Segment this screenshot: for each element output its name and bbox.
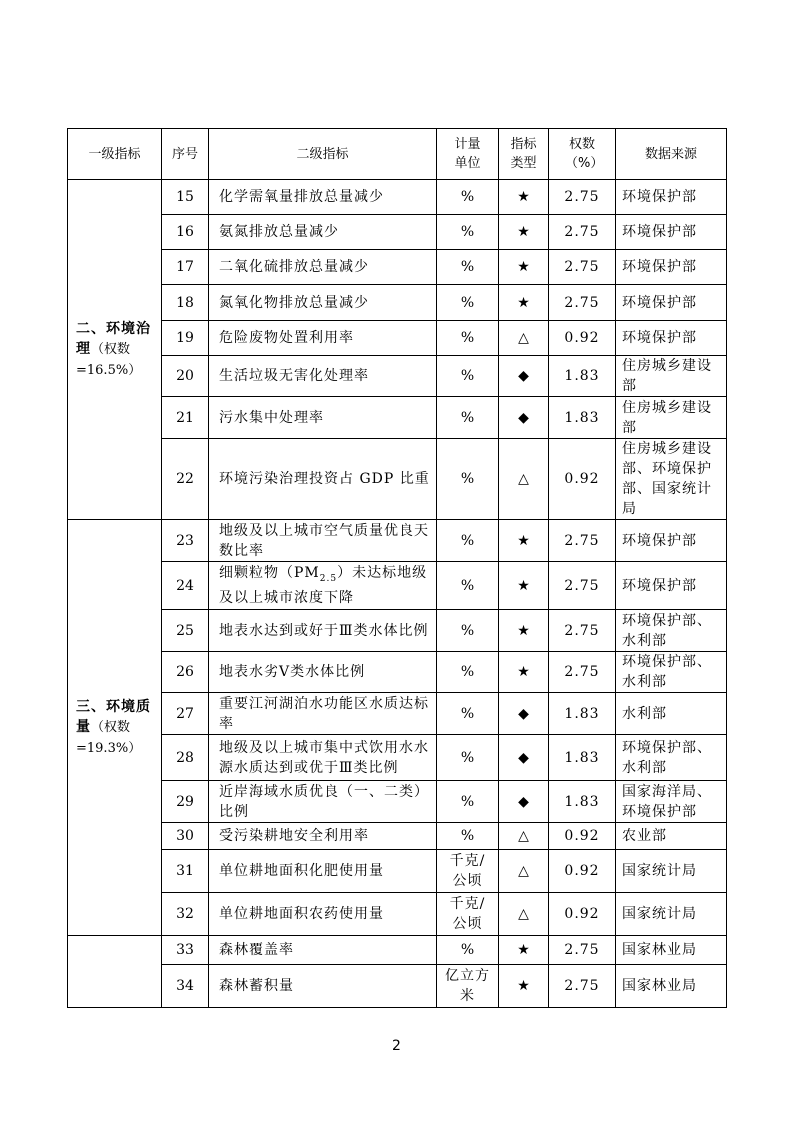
category-weight: （权数=16.5%） <box>76 341 142 378</box>
table-row <box>68 250 727 285</box>
data-source: 住房城乡建设部 <box>616 397 727 439</box>
header-unit: 计量单位 <box>437 129 499 180</box>
table-row <box>68 735 727 781</box>
category-weight: （权数=19.3%） <box>76 719 142 756</box>
data-source: 环境保护部 <box>616 520 727 562</box>
table-row <box>68 893 727 936</box>
data-source: 环境保护部 <box>616 562 727 610</box>
row-number: 21 <box>162 397 209 439</box>
row-number: 20 <box>162 356 209 397</box>
indicator-type-icon: ★ <box>499 652 549 693</box>
data-source: 环境保护部、水利部 <box>616 735 727 781</box>
data-source: 国家统计局 <box>616 850 727 893</box>
row-number: 34 <box>162 965 209 1008</box>
indicator-type-icon: ★ <box>499 180 549 215</box>
table-row <box>68 693 727 735</box>
data-source: 国家海洋局、环境保护部 <box>616 781 727 823</box>
indicator-type-icon: △ <box>499 439 549 520</box>
indicator-name: 生活垃圾无害化处理率 <box>209 356 437 397</box>
weight-value: 1.83 <box>549 397 616 439</box>
indicator-type-icon: ◆ <box>499 397 549 439</box>
unit: % <box>437 397 499 439</box>
weight-value: 2.75 <box>549 936 616 965</box>
indicator-type-icon: ★ <box>499 285 549 321</box>
unit: % <box>437 823 499 850</box>
data-source: 住房城乡建设部、环境保护部、国家统计局 <box>616 439 727 520</box>
data-source: 环境保护部 <box>616 250 727 285</box>
weight-value: 0.92 <box>549 321 616 356</box>
unit: 千克/公顷 <box>437 893 499 936</box>
indicator-name: 地表水达到或好于Ⅲ类水体比例 <box>209 610 437 652</box>
indicator-name: 环境污染治理投资占 GDP 比重 <box>209 439 437 520</box>
indicator-name: 单位耕地面积农药使用量 <box>209 893 437 936</box>
unit: 千克/公顷 <box>437 850 499 893</box>
indicator-name: 地表水劣Ⅴ类水体比例 <box>209 652 437 693</box>
unit: % <box>437 215 499 250</box>
indicator-type-icon: ◆ <box>499 693 549 735</box>
indicator-table <box>67 128 727 1008</box>
category-cell-empty <box>68 936 162 1008</box>
table-row <box>68 652 727 693</box>
data-source: 环境保护部、水利部 <box>616 652 727 693</box>
weight-value: 1.83 <box>549 693 616 735</box>
table-row <box>68 781 727 823</box>
indicator-name: 化学需氧量排放总量减少 <box>209 180 437 215</box>
row-number: 24 <box>162 562 209 610</box>
row-number: 29 <box>162 781 209 823</box>
indicator-type-icon: ★ <box>499 215 549 250</box>
header-weight: 权数（%） <box>549 129 616 180</box>
data-source: 环境保护部 <box>616 180 727 215</box>
indicator-type-icon: ★ <box>499 965 549 1008</box>
data-source: 住房城乡建设部 <box>616 356 727 397</box>
indicator-name <box>209 562 437 610</box>
weight-value: 2.75 <box>549 180 616 215</box>
table-row <box>68 610 727 652</box>
data-source: 国家林业局 <box>616 936 727 965</box>
indicator-name: 地级及以上城市集中式饮用水水源水质达到或优于Ⅲ类比例 <box>209 735 437 781</box>
indicator-type-icon: ★ <box>499 936 549 965</box>
table-row <box>68 285 727 321</box>
weight-value: 2.75 <box>549 285 616 321</box>
indicator-name: 污水集中处理率 <box>209 397 437 439</box>
indicator-name: 氨氮排放总量减少 <box>209 215 437 250</box>
unit: % <box>437 735 499 781</box>
unit: % <box>437 356 499 397</box>
unit: % <box>437 610 499 652</box>
table-row <box>68 439 727 520</box>
category-name: 三、环境质量 <box>76 698 151 735</box>
indicator-name-part: ）未达标地级及以上城市浓度下降 <box>219 564 428 607</box>
header-type: 指标类型 <box>499 129 549 180</box>
row-number: 30 <box>162 823 209 850</box>
indicator-type-icon: △ <box>499 893 549 936</box>
table-header-row <box>68 129 727 180</box>
unit: % <box>437 562 499 610</box>
weight-value: 2.75 <box>549 965 616 1008</box>
row-number: 17 <box>162 250 209 285</box>
category-cell-env-quality <box>68 520 162 936</box>
unit: % <box>437 250 499 285</box>
weight-value: 2.75 <box>549 652 616 693</box>
indicator-type-icon: ◆ <box>499 781 549 823</box>
weight-value: 1.83 <box>549 735 616 781</box>
indicator-name: 危险废物处置利用率 <box>209 321 437 356</box>
indicator-name: 单位耕地面积化肥使用量 <box>209 850 437 893</box>
row-number: 19 <box>162 321 209 356</box>
indicator-type-icon: ◆ <box>499 356 549 397</box>
weight-value: 2.75 <box>549 250 616 285</box>
table-body <box>68 180 727 1008</box>
unit: % <box>437 693 499 735</box>
header-level2: 二级指标 <box>209 129 437 180</box>
page-number: 2 <box>392 1038 401 1054</box>
unit: % <box>437 520 499 562</box>
indicator-name: 受污染耕地安全利用率 <box>209 823 437 850</box>
indicator-type-icon: ★ <box>499 610 549 652</box>
header-no: 序号 <box>162 129 209 180</box>
data-source: 农业部 <box>616 823 727 850</box>
table-row <box>68 562 727 610</box>
table-row <box>68 321 727 356</box>
indicator-name: 近岸海域水质优良（一、二类）比例 <box>209 781 437 823</box>
row-number: 15 <box>162 180 209 215</box>
unit: % <box>437 180 499 215</box>
unit: % <box>437 652 499 693</box>
indicator-type-icon: ◆ <box>499 735 549 781</box>
weight-value: 1.83 <box>549 356 616 397</box>
weight-value: 2.75 <box>549 610 616 652</box>
data-source: 国家林业局 <box>616 965 727 1008</box>
row-number: 18 <box>162 285 209 321</box>
data-source: 环境保护部、水利部 <box>616 610 727 652</box>
indicator-name-part: 细颗粒物（PM <box>219 564 320 581</box>
data-source: 环境保护部 <box>616 321 727 356</box>
weight-value: 2.75 <box>549 215 616 250</box>
pm-subscript: 2.5 <box>319 573 338 584</box>
indicator-name: 重要江河湖泊水功能区水质达标率 <box>209 693 437 735</box>
indicator-type-icon: △ <box>499 321 549 356</box>
indicator-type-icon: △ <box>499 850 549 893</box>
row-number: 23 <box>162 520 209 562</box>
indicator-type-icon: ★ <box>499 520 549 562</box>
indicator-name: 地级及以上城市空气质量优良天数比率 <box>209 520 437 562</box>
weight-value: 2.75 <box>549 562 616 610</box>
indicator-type-icon: △ <box>499 823 549 850</box>
weight-value: 1.83 <box>549 781 616 823</box>
indicator-type-icon: ★ <box>499 250 549 285</box>
table-row <box>68 520 727 562</box>
table-row <box>68 397 727 439</box>
indicator-name: 森林覆盖率 <box>209 936 437 965</box>
table-row <box>68 850 727 893</box>
row-number: 26 <box>162 652 209 693</box>
data-source: 环境保护部 <box>616 215 727 250</box>
table-row <box>68 215 727 250</box>
data-source: 国家统计局 <box>616 893 727 936</box>
table-row <box>68 180 727 215</box>
unit: % <box>437 781 499 823</box>
weight-value: 0.92 <box>549 823 616 850</box>
indicator-name: 森林蓄积量 <box>209 965 437 1008</box>
row-number: 33 <box>162 936 209 965</box>
table-row <box>68 936 727 965</box>
data-source: 环境保护部 <box>616 285 727 321</box>
table-row <box>68 823 727 850</box>
weight-value: 2.75 <box>549 520 616 562</box>
row-number: 25 <box>162 610 209 652</box>
category-name: 二、环境治理 <box>76 320 151 357</box>
weight-value: 0.92 <box>549 439 616 520</box>
row-number: 32 <box>162 893 209 936</box>
indicator-name: 二氧化硫排放总量减少 <box>209 250 437 285</box>
header-source: 数据来源 <box>616 129 727 180</box>
row-number: 31 <box>162 850 209 893</box>
unit: % <box>437 936 499 965</box>
unit: % <box>437 321 499 356</box>
row-number: 16 <box>162 215 209 250</box>
indicator-name: 氮氧化物排放总量减少 <box>209 285 437 321</box>
unit: % <box>437 285 499 321</box>
table-row <box>68 356 727 397</box>
category-cell-env-governance <box>68 180 162 520</box>
header-level1: 一级指标 <box>68 129 162 180</box>
data-source: 水利部 <box>616 693 727 735</box>
weight-value: 0.92 <box>549 893 616 936</box>
indicator-type-icon: ★ <box>499 562 549 610</box>
weight-value: 0.92 <box>549 850 616 893</box>
table-row <box>68 965 727 1008</box>
row-number: 27 <box>162 693 209 735</box>
unit: 亿立方米 <box>437 965 499 1008</box>
row-number: 22 <box>162 439 209 520</box>
unit: % <box>437 439 499 520</box>
row-number: 28 <box>162 735 209 781</box>
